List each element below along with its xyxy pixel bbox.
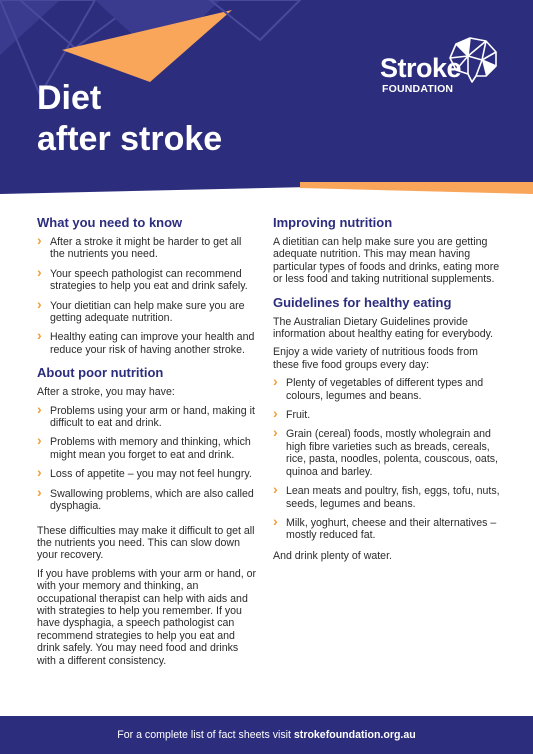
key-points-list <box>37 236 259 356</box>
right-column <box>273 214 503 568</box>
guidelines-paragraph-1: The Australian Dietary Guidelines provide information about healthy eating for everybody. <box>273 315 494 341</box>
list-item: › Healthy eating can improve your health and reduce your risk of having another stroke. <box>37 331 259 356</box>
page-title: Diet after stroke <box>37 79 223 158</box>
poor-nutrition-list <box>37 405 259 513</box>
poor-nutrition-paragraph-2: If you have problems with your arm or hand, or with your memory and thinking, an occupational therapist can help with aids and with strategies to help you remember. If you have dysphagia, a speech pathologist can recommend strategies to help you eat and drink safely. You may need food and drinks with a different consistency. <box>37 567 257 667</box>
improving-nutrition-paragraph: A dietitian can help make sure you are getting adequate nutrition. This may mean having particular types of foods and drinks, eating more or less food and taking nutritional supplements. <box>273 236 500 286</box>
poor-nutrition-paragraph-1: These difficulties may make it difficult to get all the nutrients you need. This can slow down your recovery. <box>37 524 255 562</box>
list-item: › Problems using your arm or hand, making it difficult to eat and drink. <box>37 405 259 430</box>
list-item: › Problems with memory and thinking, which might mean you forget to eat and drink. <box>37 436 259 461</box>
list-item: › Grain (cereal) foods, mostly wholegrain and high fibre varieties such as breads, cereals, rice, pasta, noodles, polenta, couscous, oats, quinoa and barley. <box>273 428 503 478</box>
food-groups-list <box>273 377 503 541</box>
list-item: › After a stroke it might be harder to get all the nutrients you need. <box>37 236 259 261</box>
header-banner <box>0 0 533 182</box>
heading-improving-nutrition: Improving nutrition <box>273 215 393 230</box>
guidelines-paragraph-2: Enjoy a wide variety of nutritious foods from these five food groups every day: <box>273 346 478 371</box>
closing-line: And drink plenty of water. <box>273 549 392 562</box>
logo-wordmark: Stroke <box>380 53 462 83</box>
list-item: › Plenty of vegetables of different types and colours, legumes and beans. <box>273 377 503 402</box>
heading-guidelines-healthy-eating: Guidelines for healthy eating <box>273 294 452 310</box>
heading-about-poor-nutrition: About poor nutrition <box>37 365 164 381</box>
heading-what-you-need-to-know: What you need to know <box>37 215 183 230</box>
list-item: › Loss of appetite – you may not feel hungry. <box>37 468 259 480</box>
footer-url-link[interactable]: strokefoundation.org.au <box>293 729 416 741</box>
list-item: › Fruit. <box>273 409 503 421</box>
list-item: › Lean meats and poultry, fish, eggs, tofu, nuts, seeds, legumes and beans. <box>273 485 503 510</box>
left-column <box>37 214 259 673</box>
stroke-foundation-logo <box>380 36 500 98</box>
footer-bar <box>0 716 533 754</box>
poor-nutrition-intro: After a stroke, you may have: <box>37 386 175 399</box>
list-item: › Your speech pathologist can recommend strategies to help you eat and drink safely. <box>37 268 259 293</box>
list-item: › Your dietitian can help make sure you are getting adequate nutrition. <box>37 300 259 325</box>
list-item: › Swallowing problems, which are also called dysphagia. <box>37 488 259 513</box>
logo-subtitle: FOUNDATION <box>382 83 454 95</box>
accent-band <box>0 182 533 194</box>
list-item: › Milk, yoghurt, cheese and their alternatives – mostly reduced fat. <box>273 517 503 542</box>
footer-text: For a complete list of fact sheets visit <box>117 729 294 741</box>
